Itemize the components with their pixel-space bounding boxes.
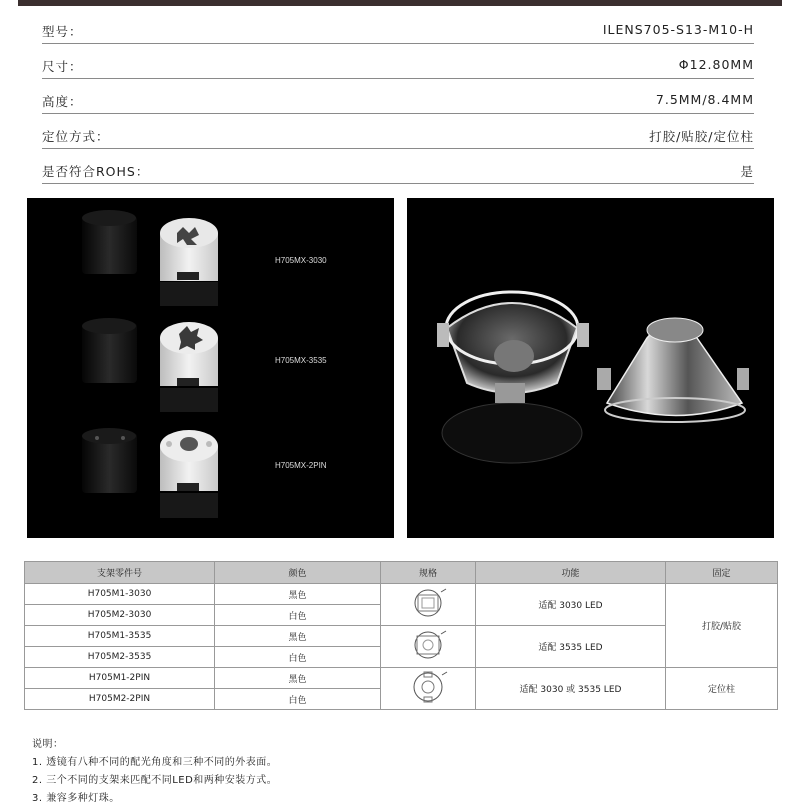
caption-3535: H705MX-3535 [275, 356, 327, 365]
lens-side-view [597, 318, 749, 422]
function-value: 适配 3030 LED [476, 584, 666, 626]
spec-value: ILENS705-S13-M10-H [602, 22, 754, 37]
table-row [25, 668, 778, 689]
holder-3030-diagram-icon [408, 586, 448, 620]
table-row [25, 584, 778, 605]
fixing-value: 定位柱 [666, 668, 778, 710]
part-number: H705M2-3535 [25, 647, 215, 668]
spec-label: 定位方式： [42, 129, 110, 144]
note-item: 2. 三个不同的支架来匹配不同LED和两种安装方式。 [32, 775, 278, 786]
part-number: H705M1-3535 [25, 626, 215, 647]
spec-value: 是 [740, 164, 754, 179]
color-value: 白色 [215, 605, 381, 626]
color-value: 黑色 [215, 584, 381, 605]
table-header-row [25, 562, 778, 584]
part-number: H705M2-2PIN [25, 689, 215, 710]
holder-photo [27, 198, 394, 538]
spec-value: 7.5MM/8.4MM [655, 92, 754, 107]
part-number: H705M1-2PIN [25, 668, 215, 689]
holder-white-3535 [160, 322, 218, 412]
col-function: 功能 [476, 562, 666, 584]
caption-2pin: H705MX-2PIN [275, 461, 327, 470]
spec-diagram-3030 [381, 584, 476, 626]
holder-black-3535 [82, 318, 137, 383]
notes-section [32, 736, 277, 808]
spec-value: Φ12.80MM [678, 57, 754, 72]
fixing-value: 打胶/贴胶 [666, 584, 778, 668]
holder-white-3030 [160, 218, 218, 306]
spec-row-size [42, 43, 754, 79]
color-value: 黑色 [215, 668, 381, 689]
parts-table [24, 561, 778, 710]
spec-label: 尺寸： [42, 59, 83, 74]
lens-photo [407, 198, 774, 538]
function-value: 适配 3030 或 3535 LED [476, 668, 666, 710]
spec-label: 型号： [42, 24, 83, 39]
note-item: 1. 透镜有八种不同的配光角度和三种不同的外表面。 [32, 757, 278, 768]
color-value: 白色 [215, 689, 381, 710]
holder-black-3030 [82, 210, 137, 274]
caption-3030: H705MX-3030 [275, 256, 327, 265]
holder-black-2pin [82, 428, 137, 493]
spec-diagram-2pin [381, 668, 476, 710]
holder-2pin-diagram-icon [408, 668, 448, 706]
part-number: H705M2-3030 [25, 605, 215, 626]
holder-illustration [27, 198, 394, 538]
spec-diagram-3535 [381, 626, 476, 668]
holder-3535-diagram-icon [408, 628, 448, 662]
note-item: 3. 兼容多种灯珠。 [32, 793, 120, 804]
col-part-number: 支架零件号 [25, 562, 215, 584]
spec-row-height [42, 78, 754, 114]
lens-top-view [437, 292, 589, 463]
color-value: 黑色 [215, 626, 381, 647]
table-row [25, 626, 778, 647]
part-number: H705M1-3030 [25, 584, 215, 605]
spec-row-rohs [42, 148, 754, 184]
lens-illustration [407, 198, 774, 538]
spec-label: 是否符合ROHS： [42, 164, 150, 179]
spec-label: 高度： [42, 94, 83, 109]
spec-value: 打胶/贴胶/定位柱 [649, 129, 754, 144]
function-value: 适配 3535 LED [476, 626, 666, 668]
col-fixing: 固定 [666, 562, 778, 584]
spec-row-mounting [42, 113, 754, 149]
color-value: 白色 [215, 647, 381, 668]
notes-title: 说明： [32, 739, 64, 750]
holder-white-2pin [160, 430, 218, 518]
col-color: 颜色 [215, 562, 381, 584]
col-spec: 规格 [381, 562, 476, 584]
spec-row-model [42, 8, 754, 44]
header-bar [18, 0, 782, 6]
